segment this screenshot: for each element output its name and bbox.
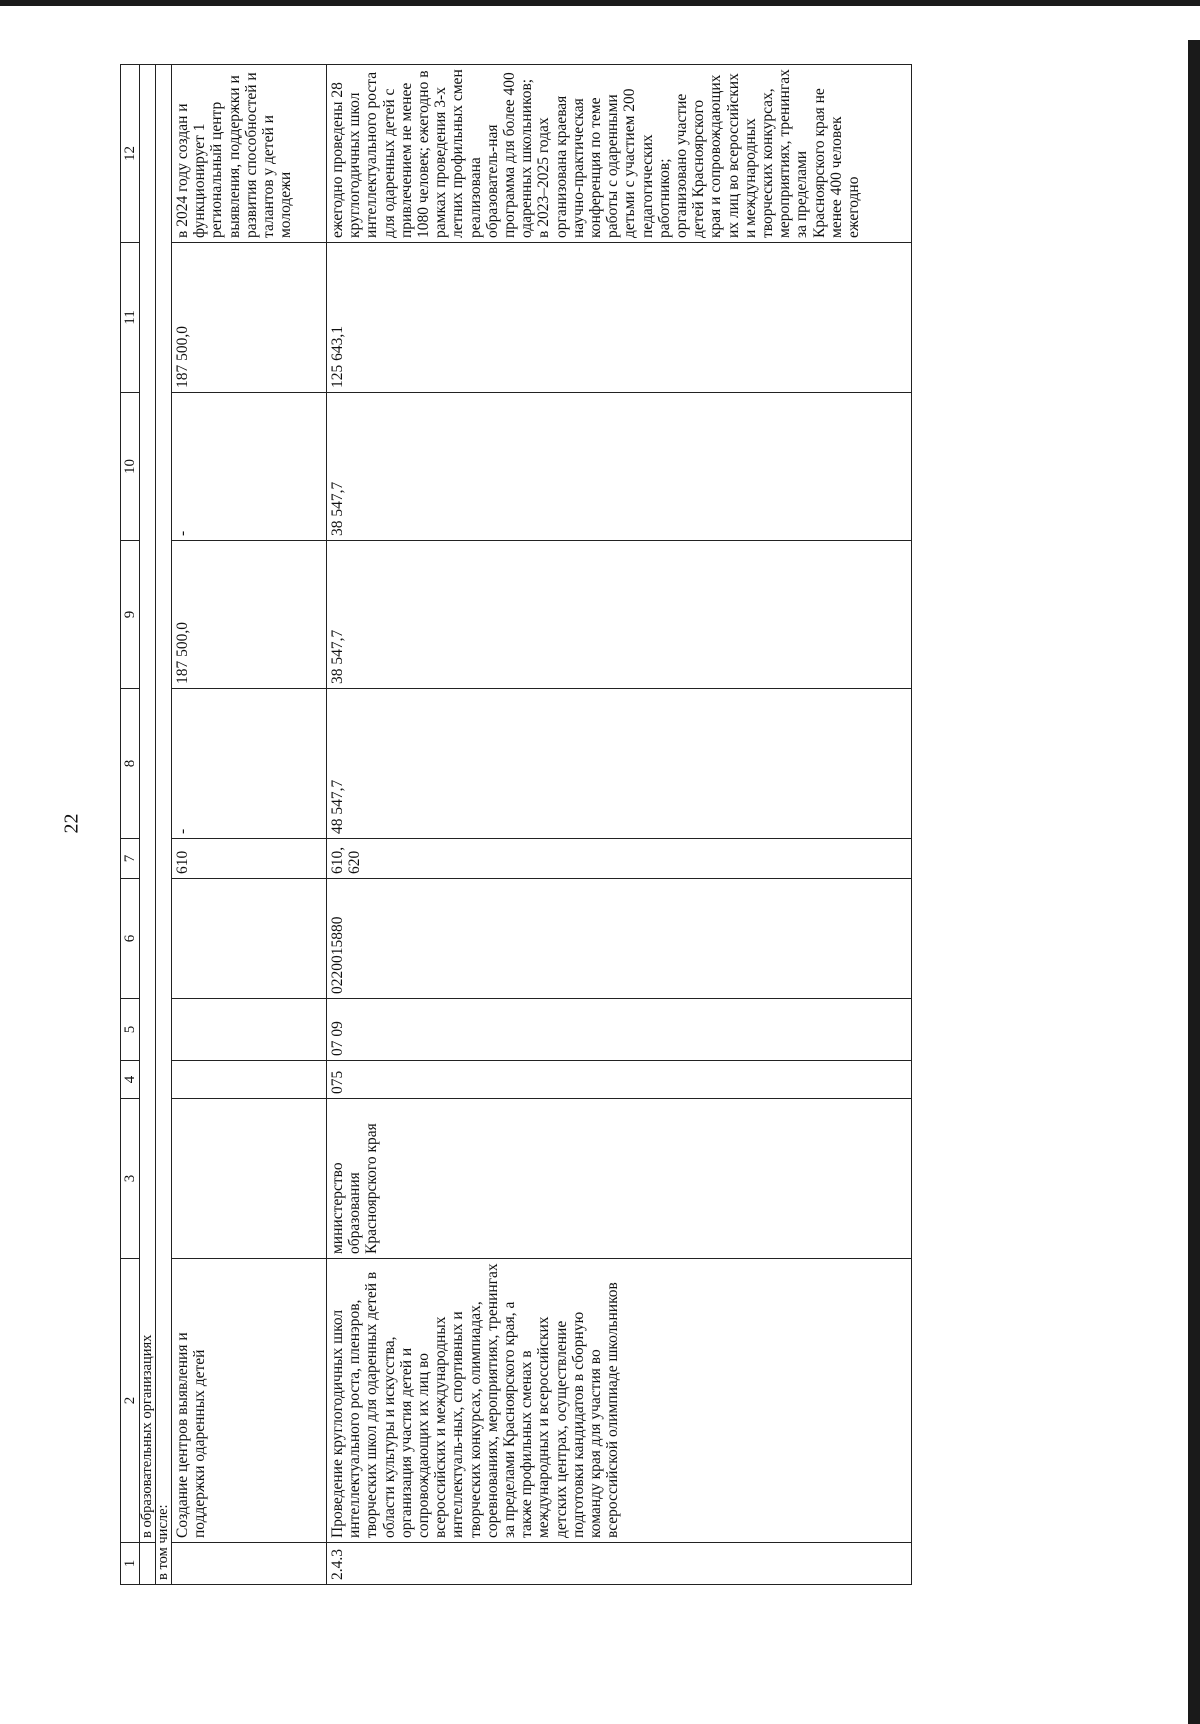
row-amount-10: 38 547,7	[327, 393, 912, 541]
row-amount-9: 187 500,0	[172, 541, 327, 689]
col-header-9: 9	[121, 541, 140, 689]
row-amount-8: -	[172, 689, 327, 839]
band-including-label: в том числе:	[156, 65, 172, 1585]
row-code-5	[172, 999, 327, 1061]
band-empty-cell	[140, 1543, 156, 1585]
band-including-row	[156, 65, 172, 1585]
row-code-6	[172, 879, 327, 999]
row-amount-9: 38 547,7	[327, 541, 912, 689]
col-header-5: 5	[121, 999, 140, 1061]
table-row	[327, 65, 912, 1585]
scan-top-edge	[0, 0, 1200, 6]
row-code-4	[172, 1061, 327, 1099]
col-header-7: 7	[121, 839, 140, 879]
rotated-table-sheet	[120, 65, 1075, 1585]
col-header-2: 2	[121, 1259, 140, 1543]
row-amount-10: -	[172, 393, 327, 541]
row-organization	[172, 1099, 327, 1259]
scan-right-edge	[1188, 40, 1200, 1724]
col-header-10: 10	[121, 393, 140, 541]
row-activity-name: Создание центров выявления и поддержки одаренных детей	[172, 1259, 327, 1543]
row-amount-11: 125 643,1	[327, 243, 912, 393]
row-amount-11: 187 500,0	[172, 243, 327, 393]
row-code-7: 610	[172, 839, 327, 879]
col-header-8: 8	[121, 689, 140, 839]
col-header-4: 4	[121, 1061, 140, 1099]
column-number-row	[121, 65, 140, 1585]
col-header-11: 11	[121, 243, 140, 393]
row-activity-name: Проведение круглогодичных школ интеллектуального роста, пленэров, творческих школ для одаренных детей в области культуры и искусства, организация участия детей и сопровождающих их лиц во всероссийских и международных интеллектуаль-ных, спортивных и творческих конкурсах, олимпиадах, соревнованиях, мероприятиях, тренингах за пределами Красноярского края, а также профильных сменах в международных и всероссийских детских центрах, осуществление подготовки кандидатов в сборную команду края для участия во всероссийской олимпиаде школьников	[327, 1259, 912, 1543]
row-code-4: 075	[327, 1061, 912, 1099]
row-code-7: 610, 620	[327, 839, 912, 879]
row-number: 2.4.3	[327, 1543, 912, 1585]
table-row	[172, 65, 327, 1585]
page-number: 22	[60, 813, 83, 834]
row-code-5: 07 09	[327, 999, 912, 1061]
col-header-12: 12	[121, 65, 140, 243]
col-header-3: 3	[121, 1099, 140, 1259]
band-education-label: в образовательных организациях	[140, 65, 156, 1543]
col-header-1: 1	[121, 1543, 140, 1585]
budget-table	[120, 64, 912, 1585]
band-education-row	[140, 65, 156, 1585]
row-organization: министерство образования Красноярского края	[327, 1099, 912, 1259]
row-number	[172, 1543, 327, 1585]
row-code-6: 0220015880	[327, 879, 912, 999]
row-amount-8: 48 547,7	[327, 689, 912, 839]
col-header-6: 6	[121, 879, 140, 999]
row-expected-result: ежегодно проведены 28 круглогодичных школ интеллектуального роста для одаренных детей с привлечением не менее 1080 человек; ежегодно в рамках проведения 3-х летних профильных смен реализована образователь-ная программа для более 400 одаренных школьников; в 2023–2025 годах организована краевая научно-практическая конференция по теме работы с одаренными детьми с участием 200 педагогических работников; организовано участие детей Красноярского края и сопровождающих их лиц во всероссийских и международных творческих конкурсах, мероприятиях, тренингах за пределами Красноярского края не менее 400 человек ежегодно	[327, 65, 912, 243]
row-expected-result: в 2024 году создан и функционирует 1 региональный центр выявления, поддержки и развития способностей и талантов у детей и молодежи	[172, 65, 327, 243]
